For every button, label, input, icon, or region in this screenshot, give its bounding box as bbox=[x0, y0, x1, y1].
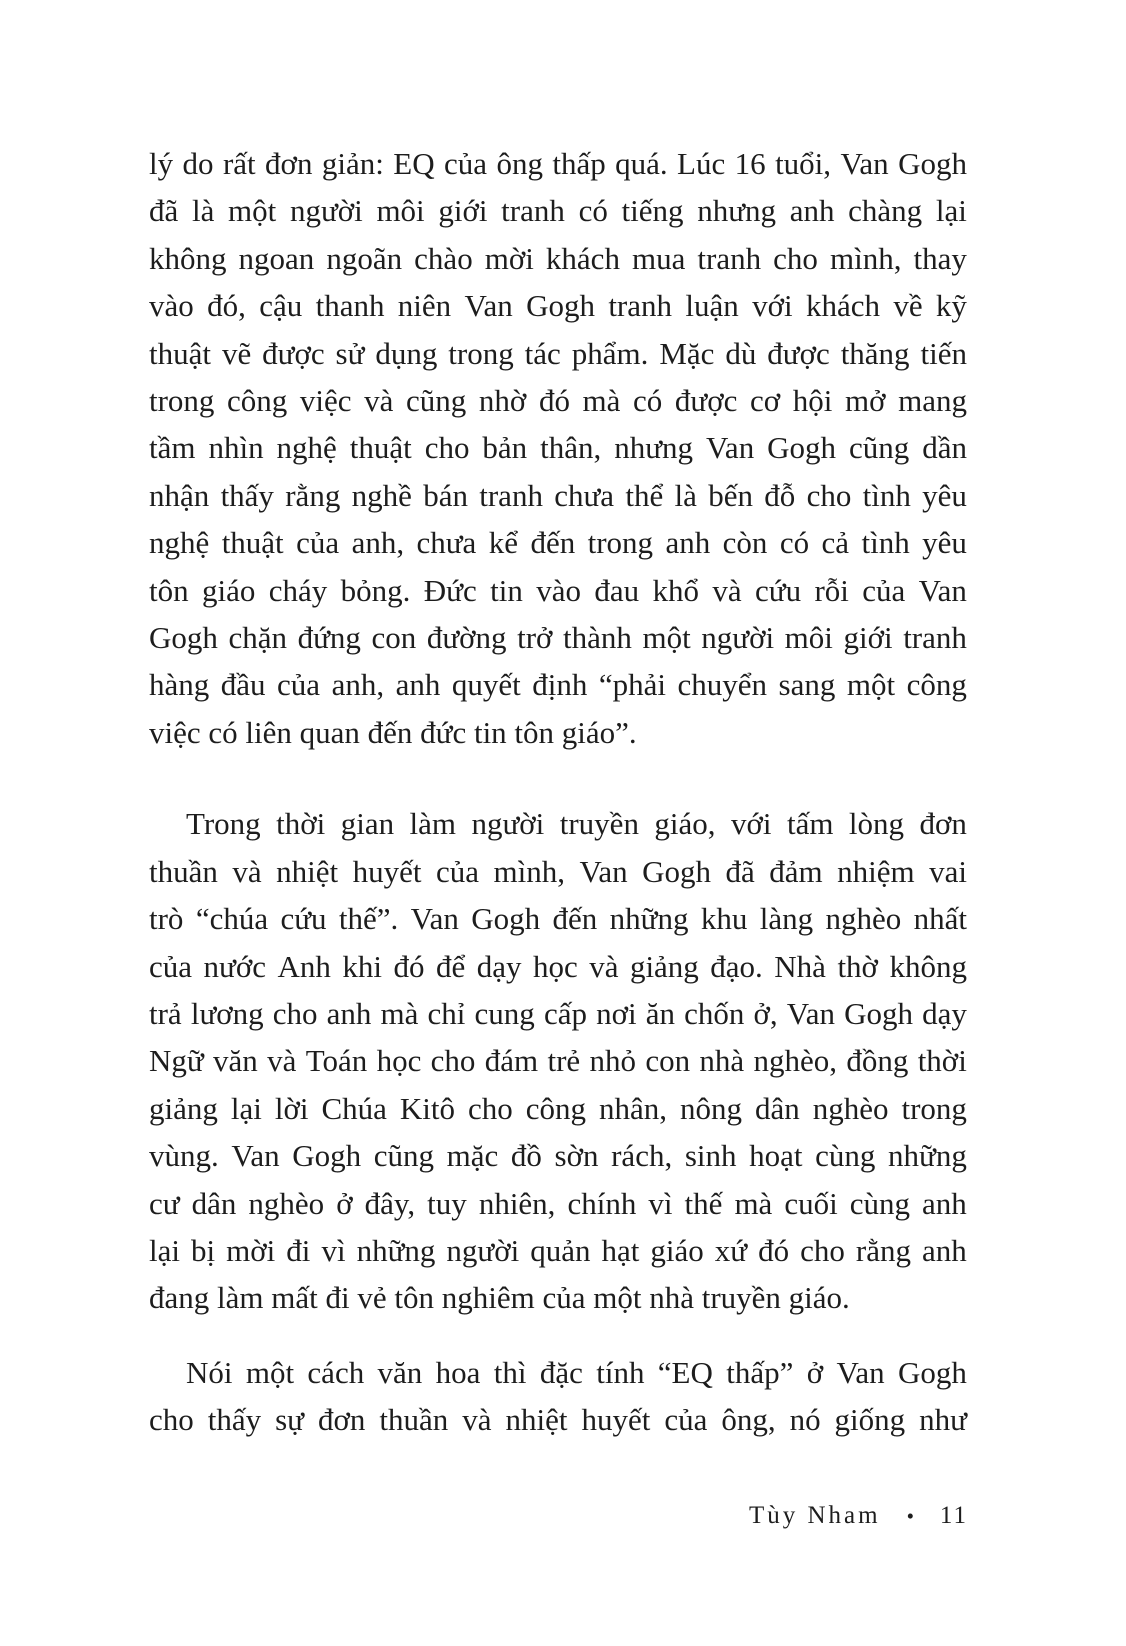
paragraph-1 bbox=[149, 140, 967, 756]
text-line: hàng đầu của anh, anh quyết định “phải chuyển sang một công bbox=[149, 667, 967, 703]
text-line: cư dân nghèo ở đây, tuy nhiên, chính vì thế mà cuối cùng anh bbox=[149, 1185, 967, 1221]
text-line: Gogh chặn đứng con đường trở thành một người môi giới tranh bbox=[149, 620, 967, 656]
text-line: Ngữ văn và Toán học cho đám trẻ nhỏ con nhà nghèo, đồng thời bbox=[149, 1043, 967, 1079]
paragraph-3 bbox=[149, 1349, 967, 1444]
text-line: thuật vẽ được sử dụng trong tác phẩm. Mặc dù được thăng tiến bbox=[149, 335, 967, 371]
text-line: lại bị mời đi vì những người quản hạt giáo xứ đó cho rằng anh bbox=[149, 1232, 967, 1268]
text-line: vùng. Van Gogh cũng mặc đồ sờn rách, sinh hoạt cùng những bbox=[149, 1138, 967, 1174]
paragraph-2 bbox=[149, 800, 967, 1321]
text-line: tầm nhìn nghệ thuật cho bản thân, nhưng Van Gogh cũng dần bbox=[149, 430, 967, 466]
text-line: trò “chúa cứu thế”. Van Gogh đến những khu làng nghèo nhất bbox=[149, 901, 967, 937]
text-line: của nước Anh khi đó để dạy học và giảng đạo. Nhà thờ không bbox=[149, 948, 967, 984]
text-line: việc có liên quan đến đức tin tôn giáo”. bbox=[149, 714, 637, 750]
text-line: đã là một người môi giới tranh có tiếng nhưng anh chàng lại bbox=[149, 193, 967, 229]
text-line: trả lương cho anh mà chỉ cung cấp nơi ăn chốn ở, Van Gogh dạy bbox=[149, 995, 967, 1031]
text-line: vào đó, cậu thanh niên Van Gogh tranh luận với khách về kỹ bbox=[149, 288, 967, 324]
text-line: không ngoan ngoãn chào mời khách mua tranh cho mình, thay bbox=[149, 240, 967, 276]
text-line: tôn giáo cháy bỏng. Đức tin vào đau khổ và cứu rỗi của Van bbox=[149, 572, 967, 608]
text-line: Nói một cách văn hoa thì đặc tính “EQ thấp” ở Van Gogh bbox=[186, 1354, 967, 1390]
text-line: lý do rất đơn giản: EQ của ông thấp quá. Lúc 16 tuổi, Van Gogh bbox=[149, 146, 967, 181]
text-line: nghệ thuật của anh, chưa kể đến trong anh còn có cả tình yêu bbox=[149, 525, 967, 561]
text-line: cho thấy sự đơn thuần và nhiệt huyết của ông, nó giống như bbox=[149, 1402, 967, 1438]
text-line: trong công việc và cũng nhờ đó mà có được cơ hội mở mang bbox=[149, 383, 967, 419]
bullet-separator-icon: • bbox=[906, 1504, 914, 1528]
text-line: thuần và nhiệt huyết của mình, Van Gogh đã đảm nhiệm vai bbox=[149, 853, 967, 889]
text-line: Trong thời gian làm người truyền giáo, với tấm lòng đơn bbox=[186, 806, 967, 842]
running-title: Tùy Nham bbox=[748, 1502, 881, 1529]
page-footer bbox=[749, 1500, 968, 1532]
text-line: nhận thấy rằng nghề bán tranh chưa thể là bến đỗ cho tình yêu bbox=[149, 477, 967, 513]
text-line: đang làm mất đi vẻ tôn nghiêm của một nhà truyền giáo. bbox=[149, 1280, 850, 1316]
body-text bbox=[149, 140, 967, 1444]
text-line: giảng lại lời Chúa Kitô cho công nhân, nông dân nghèo trong bbox=[149, 1090, 967, 1126]
page-number: 11 bbox=[939, 1502, 968, 1529]
